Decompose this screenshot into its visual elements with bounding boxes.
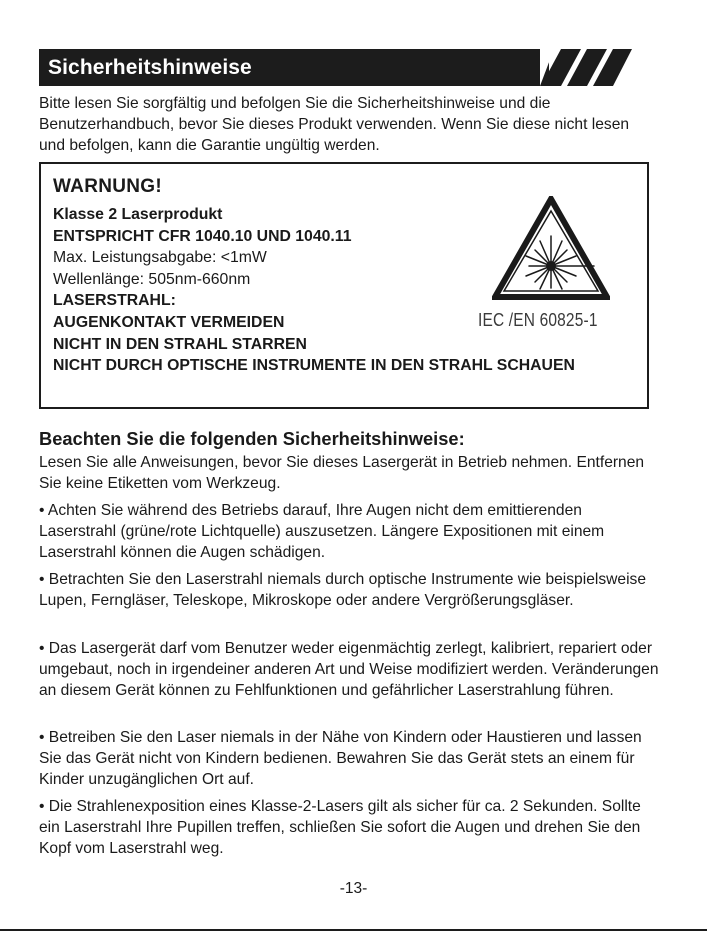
- safety-paragraph: • Betrachten Sie den Laserstrahl niemals durch optische Instrumente wie beispielsweise Lupen, Ferngläser, Teleskope, Mikroskope oder andere Vergrößerungsgläser.: [39, 571, 646, 609]
- warning-line-laserstrahl: LASERSTRAHL:: [53, 292, 176, 310]
- warning-title: WARNUNG!: [53, 176, 162, 197]
- warning-line-dont-stare: NICHT IN DEN STRAHL STARREN: [53, 335, 307, 353]
- safety-paragraph: • Betreiben Sie den Laser niemals in der Nähe von Kindern oder Haustieren und lassen Sie das Gerät nicht von Kindern bedienen. Bewahren Sie das Gerät stets an einem für Kinder unzugänglichen Ort auf.: [39, 729, 642, 788]
- warning-line-avoid-eye-contact: AUGENKONTAKT VERMEIDEN: [53, 313, 285, 331]
- warning-line-no-optical-instruments: NICHT DURCH OPTISCHE INSTRUMENTE IN DEN STRAHL SCHAUEN: [53, 357, 575, 375]
- laser-warning-icon: [492, 196, 610, 300]
- page-title: Sicherheitshinweise: [48, 56, 252, 79]
- safety-paragraph: Lesen Sie alle Anweisungen, bevor Sie dieses Lasergerät in Betrieb nehmen. Entfernen Sie keine Etiketten vom Werkzeug.: [39, 454, 645, 492]
- intro-paragraph: Bitte lesen Sie sorgfältig und befolgen Sie die Sicherheitshinweise und die Benutzerhandbuch, bevor Sie dieses Produkt verwenden. Wenn Sie diese nicht lesen und befolgen, kann die Garantie ungültig werden.: [39, 95, 630, 154]
- warning-line-power: Max. Leistungsabgabe: <1mW: [53, 249, 267, 267]
- page-number: -13-: [339, 880, 368, 897]
- safety-paragraph: • Das Lasergerät darf vom Benutzer weder eigenmächtig zerlegt, kalibriert, repariert oder umgebaut, noch in irgendeiner anderen Art und Weise modifiziert werden. Veränderungen an diesem Gerät können zu Fehlfunktionen und gefährlicher Laserstrahlung führen.: [39, 640, 659, 699]
- warning-line-class: Klasse 2 Laserprodukt: [53, 206, 223, 223]
- safety-section-title: Beachten Sie die folgenden Sicherheitshinweise:: [39, 428, 465, 449]
- iec-standard-label: IEC /EN 60825-1: [478, 310, 598, 330]
- safety-paragraph: • Achten Sie während des Betriebs darauf, Ihre Augen nicht dem emittierenden Laserstrahl (grüne/rote Lichtquelle) auszusetzen. Längere Expositionen mit einem Laserstrahl können die Augen schädigen.: [39, 502, 605, 561]
- warning-line-wavelength: Wellenlänge: 505nm-660nm: [53, 270, 251, 288]
- safety-paragraph: • Die Strahlenexposition eines Klasse-2-Lasers gilt als sicher für ca. 2 Sekunden. Sollte ein Laserstrahl Ihre Pupillen treffen, schließen Sie sofort die Augen und drehen Sie den Kopf vom Laserstrahl weg.: [39, 798, 641, 857]
- bottom-rule: [0, 929, 707, 931]
- header-slash-decoration: [540, 49, 632, 86]
- warning-line-cfr: ENTSPRICHT CFR 1040.10 UND 1040.11: [53, 227, 352, 245]
